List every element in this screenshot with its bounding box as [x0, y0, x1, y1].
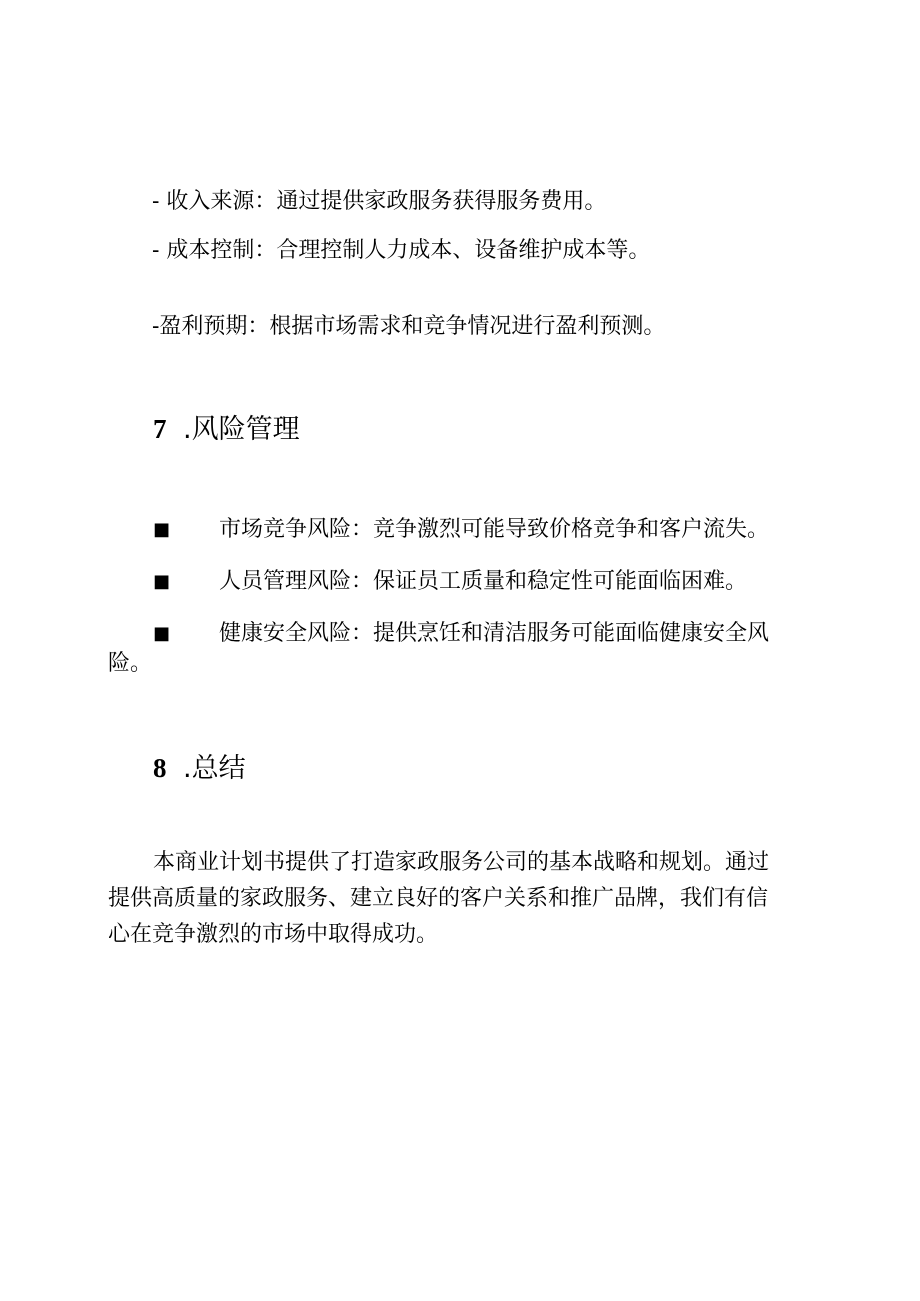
summary-line: 本商业计划书提供了打造家政服务公司的基本战略和规划。通过 — [153, 850, 770, 875]
risk-item-health-safety-continued: 险。 — [108, 651, 153, 676]
bullet-square-icon: ■ — [153, 519, 171, 540]
risk-item-health-safety: 健康安全风险：提供烹饪和清洁服务可能面临健康安全风 — [219, 621, 770, 646]
bullet-square-icon: ■ — [153, 571, 171, 592]
section-8-title: .总结 — [183, 753, 246, 784]
summary-line: 提供高质量的家政服务、建立良好的客户关系和推广品牌，我们有信 — [108, 886, 769, 911]
section-7-number: 7 — [153, 414, 167, 444]
cost-control-item: - 成本控制：合理控制人力成本、设备维护成本等。 — [152, 238, 651, 263]
revenue-source-item: - 收入来源：通过提供家政服务获得服务费用。 — [152, 189, 607, 214]
section-8-heading — [153, 751, 246, 786]
section-8-number: 8 — [153, 753, 167, 783]
section-7-title: .风险管理 — [183, 414, 300, 445]
risk-item-market-competition: 市场竞争风险：竞争激烈可能导致价格竞争和客户流失。 — [219, 517, 770, 542]
section-7-heading — [153, 412, 300, 447]
bullet-square-icon: ■ — [153, 623, 171, 644]
profit-forecast-item: -盈利预期：根据市场需求和竞争情况进行盈利预测。 — [152, 314, 666, 339]
summary-paragraph — [108, 845, 808, 953]
summary-line: 心在竞争激烈的市场中取得成功。 — [108, 922, 439, 947]
risk-item-personnel: 人员管理风险：保证员工质量和稳定性可能面临困难。 — [219, 569, 748, 594]
